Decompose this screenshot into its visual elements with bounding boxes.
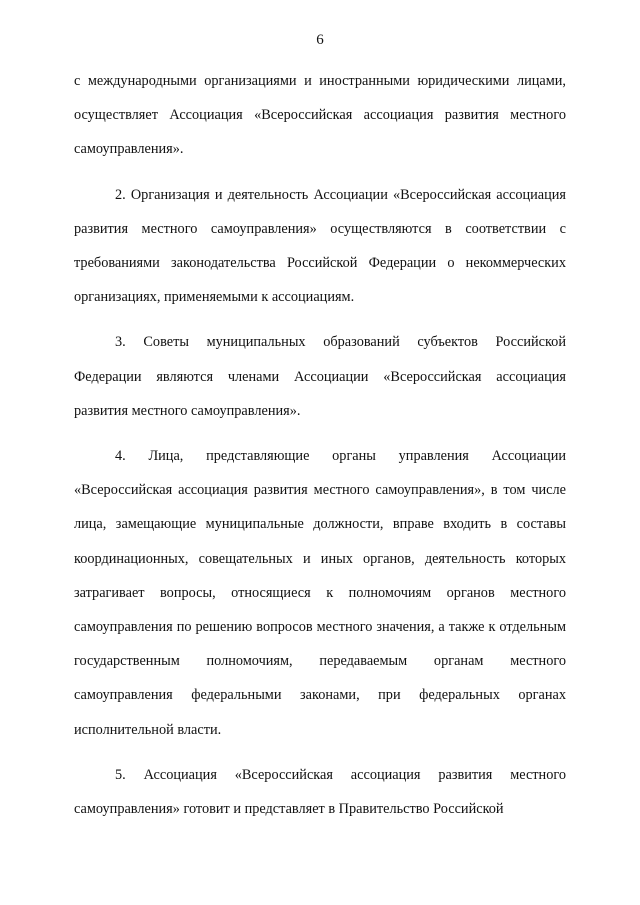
paragraph-5: 5. Ассоциация «Всероссийская ассоциация развития местного самоуправления» готовит и представляет в Правительство Российской [74, 766, 566, 818]
paragraph-2: 2. Организация и деятельность Ассоциации «Всероссийская ассоциация развития местного самоуправления» осуществляются в соответствии с требованиями законодательства Российской Федерации о некоммерческих организациях, применяемыми к ассоциациям. [74, 186, 566, 306]
page-number: 6 [316, 32, 324, 48]
paragraph-continued: с международными организациями и иностранными юридическими лицами, осуществляет Ассоциация «Всероссийская ассоциация развития местного самоуправления». [74, 73, 566, 158]
paragraph-3: 3. Советы муниципальных образований субъектов Российской Федерации являются членами Ассоциации «Всероссийская ассоциация развития местного самоуправления». [74, 334, 566, 419]
document-body [74, 64, 566, 837]
paragraph-4: 4. Лица, представляющие органы управления Ассоциации «Всероссийская ассоциация развития местного самоуправления», в том числе лица, замещающие муниципальные должности, вправе входить в составы координационных, совещательных и иных органов, деятельность которых затрагивает вопросы, относящиеся к полномочиям органов местного самоуправления по решению вопросов местного значения, а также к отдельным государственным полномочиям, передаваемым органам местного самоуправления федеральными законами, при федеральных органах исполнительной власти. [74, 448, 566, 738]
